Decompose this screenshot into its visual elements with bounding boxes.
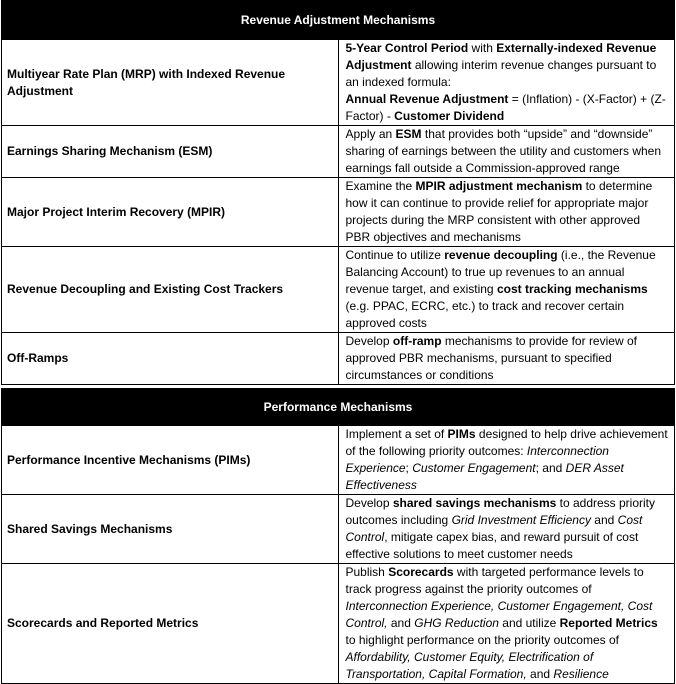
row-description <box>338 247 675 333</box>
text-run: , mitigate capex bias, and reward pursuit of cost effective solutions to meet customer needs <box>345 530 639 561</box>
text-run: ; and <box>535 461 566 475</box>
text-run: with <box>468 41 497 55</box>
description-line <box>346 126 669 177</box>
text-run: to determine how it can continue to provide relief for appropriate major projects during the MRP consistent with other approved PBR objectives and mechanisms <box>345 179 653 244</box>
text-run: Continue to utilize <box>345 248 445 262</box>
row-label: Scorecards and Reported Metrics <box>2 564 339 684</box>
italic-text: GHG Reduction <box>414 616 499 630</box>
table-row <box>2 40 675 126</box>
bold-text: Reported Metrics <box>559 616 658 630</box>
row-description <box>338 126 675 178</box>
table-row <box>2 247 675 333</box>
description-line <box>346 40 669 91</box>
italic-text: Affordability, Customer Equity, Electrification of Transportation, Capital Formation, <box>345 650 594 681</box>
table-row <box>2 495 675 564</box>
description-line <box>346 333 669 384</box>
row-label: Major Project Interim Recovery (MPIR) <box>2 178 339 247</box>
bold-text: PIMs <box>447 427 476 441</box>
text-run: mechanisms to provide for review of approved PBR mechanisms, pursuant to specified circumstances or conditions <box>345 334 637 382</box>
row-label: Off-Ramps <box>2 333 339 385</box>
row-label: Multiyear Rate Plan (MRP) with Indexed Revenue Adjustment <box>2 40 339 126</box>
text-run: Apply an <box>345 127 396 141</box>
bold-text: Scorecards <box>388 565 454 579</box>
bold-text: ESM <box>395 127 422 141</box>
description-line <box>346 91 669 125</box>
text-run: = (Inflation) - (X-Factor) + (Z-Factor) - <box>345 92 666 123</box>
text-run: (e.g. PPAC, ECRC, etc.) to track and recover certain approved costs <box>345 299 625 330</box>
text-run: Develop <box>345 496 393 510</box>
section-title: Performance Mechanisms <box>2 389 675 426</box>
bold-text: off-ramp <box>392 334 442 348</box>
text-run: designed to help drive achievement of the following priority outcomes: <box>345 427 668 458</box>
table-row <box>2 426 675 495</box>
row-description <box>338 178 675 247</box>
description-line <box>346 426 669 494</box>
bold-text: 5-Year Control Period <box>345 41 469 55</box>
text-run: (i.e., the Revenue Balancing Account) to true up revenues to an annual revenue target, and existing <box>345 248 656 296</box>
table-row <box>2 564 675 684</box>
description-line <box>346 495 669 563</box>
table-row <box>2 333 675 385</box>
italic-text: Resilience <box>553 667 609 681</box>
description-line <box>346 247 669 332</box>
text-run: Publish <box>345 565 389 579</box>
italic-text: Grid Investment Efficiency <box>451 513 591 527</box>
row-label: Shared Savings Mechanisms <box>2 495 339 564</box>
row-description <box>338 40 675 126</box>
bold-text: Customer Dividend <box>394 109 505 123</box>
text-run: and utilize <box>498 616 560 630</box>
bold-text: Externally-indexed Revenue Adjustment <box>345 41 657 72</box>
text-run: allowing interim revenue changes pursuant to an indexed formula: <box>345 58 657 89</box>
italic-text: Cost Control <box>345 513 643 544</box>
text-run: and <box>387 616 415 630</box>
text-run: Implement a set of <box>345 427 448 441</box>
section-title: Revenue Adjustment Mechanisms <box>2 1 675 40</box>
bold-text: MPIR adjustment mechanism <box>415 179 583 193</box>
row-label: Earnings Sharing Mechanism (ESM) <box>2 126 339 178</box>
italic-text: Interconnection Experience, Customer Engagement, Cost Control, <box>345 599 653 630</box>
row-description <box>338 333 675 385</box>
text-run: with targeted performance levels to track progress against the priority outcomes of <box>345 565 644 596</box>
row-label: Revenue Decoupling and Existing Cost Trackers <box>2 247 339 333</box>
text-run: that provides both “upside” and “downside” sharing of earnings between the utility and customers when earnings fall outside a Commission-approved range <box>345 127 662 175</box>
table-row <box>2 178 675 247</box>
description-line <box>346 564 669 683</box>
description-line <box>346 178 669 246</box>
bold-text: shared savings mechanisms <box>392 496 557 510</box>
bold-text: cost tracking mechanisms <box>496 282 648 296</box>
italic-text: Customer Engagement <box>412 461 536 475</box>
section-header-performance <box>2 389 675 426</box>
italic-text: DER Asset Effectiveness <box>345 461 624 492</box>
row-label: Performance Incentive Mechanisms (PIMs) <box>2 426 339 495</box>
row-description <box>338 426 675 495</box>
text-run: ; <box>405 461 413 475</box>
text-run: to address priority outcomes including <box>345 496 656 527</box>
row-description <box>338 564 675 684</box>
text-run: Develop <box>345 334 393 348</box>
mechanisms-table <box>1 0 675 684</box>
table-row <box>2 126 675 178</box>
bold-text: Annual Revenue Adjustment <box>345 92 509 106</box>
row-description <box>338 495 675 564</box>
text-run: Examine the <box>345 179 416 193</box>
italic-text: Interconnection Experience <box>345 444 609 475</box>
bold-text: revenue decoupling <box>444 248 558 262</box>
text-run: to highlight performance on the priority outcomes of <box>345 633 619 647</box>
text-run: and <box>526 667 554 681</box>
section-header-revenue <box>2 1 675 40</box>
text-run: and <box>590 513 618 527</box>
